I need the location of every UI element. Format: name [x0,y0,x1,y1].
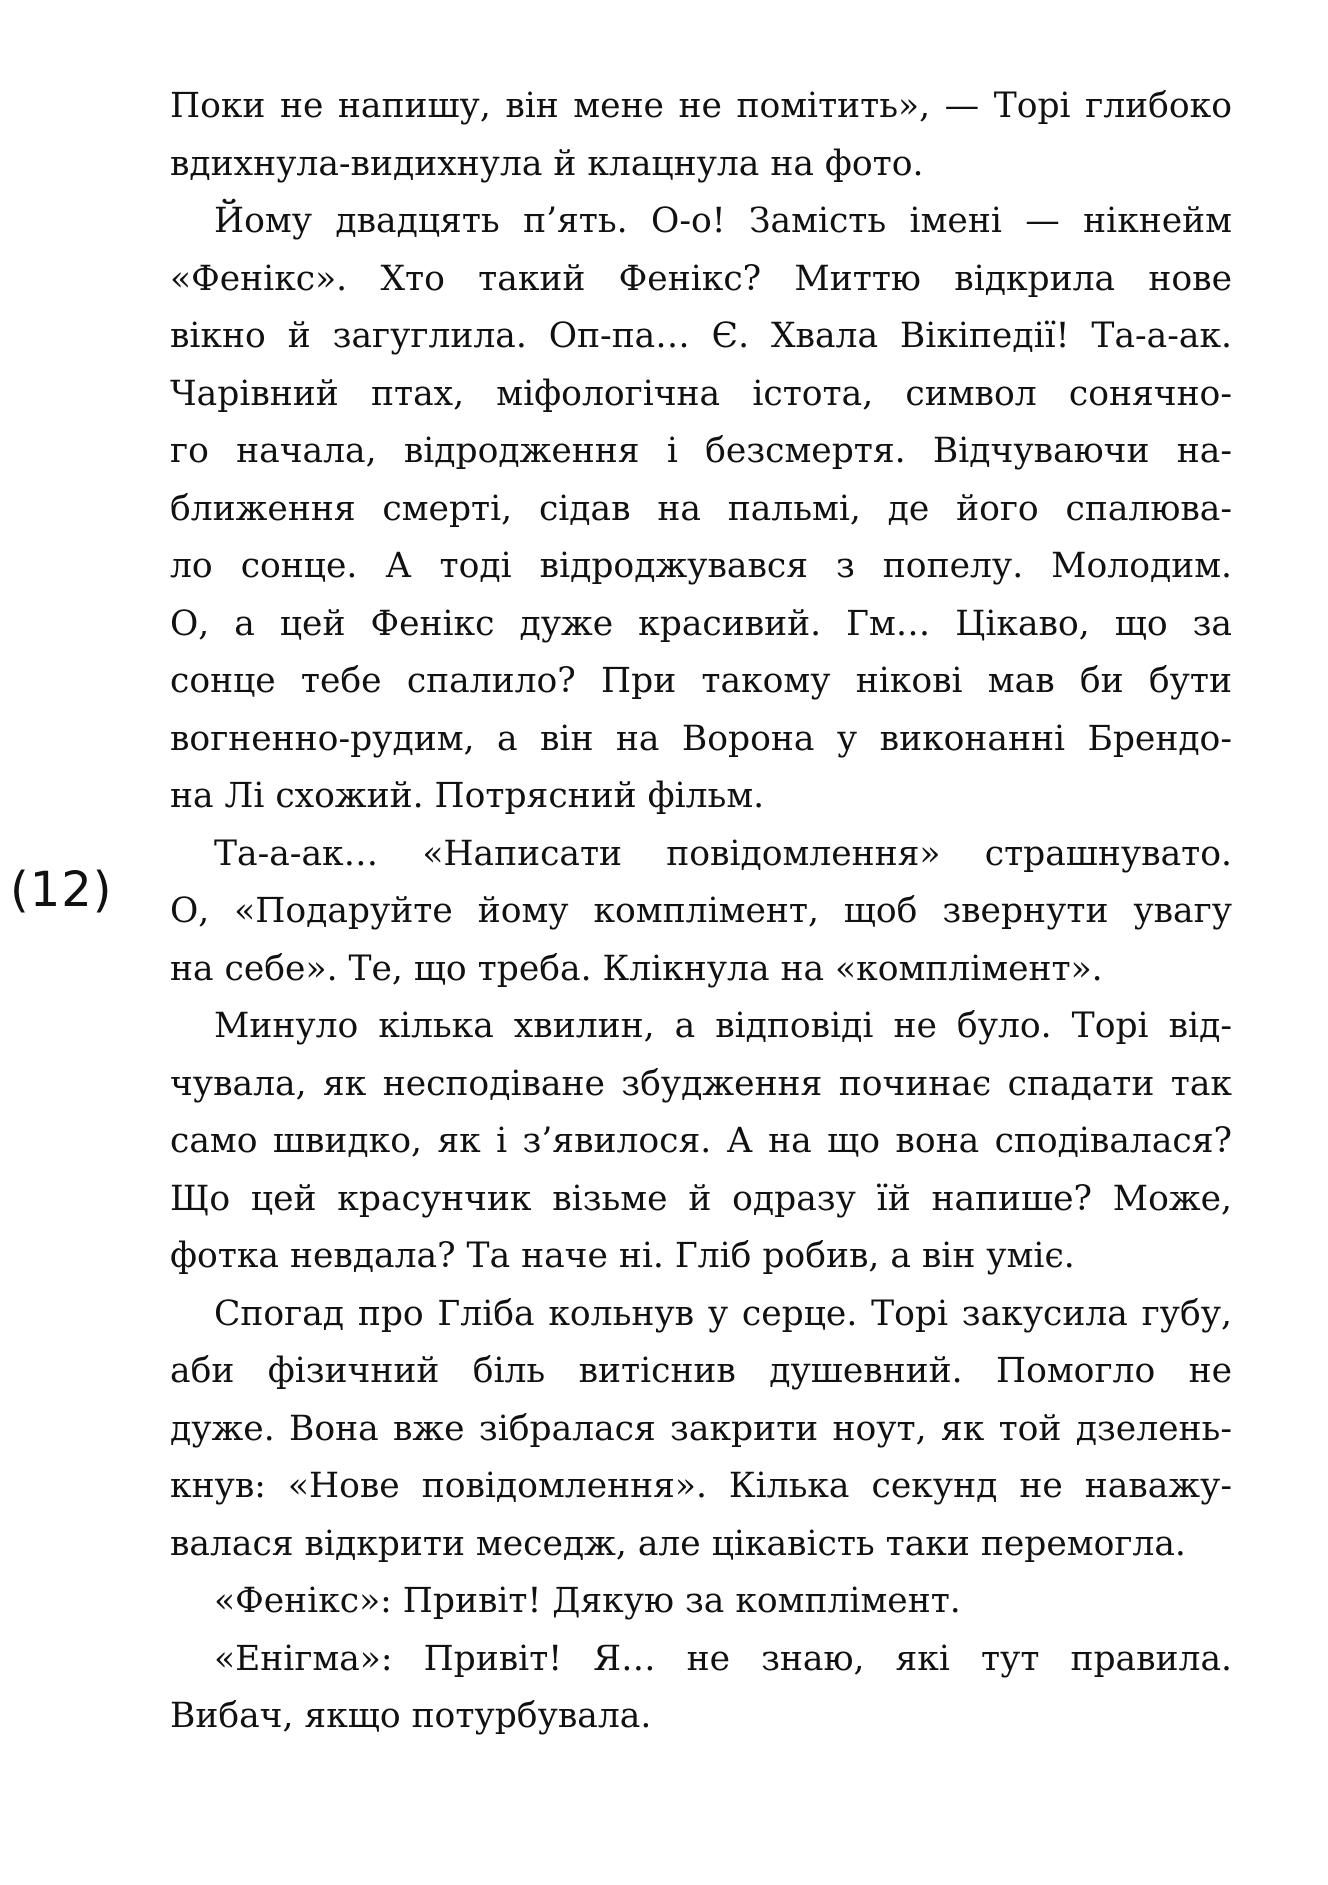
text-line: Минуло кілька хвилин, а відповіді не було. Торі від- [214,1006,1232,1046]
text-line: Поки не напишу, він мене не помітить», — Торі глибоко [170,86,1232,126]
text-line: на Лі схожий. Потрясний фільм. [170,776,765,816]
body-text [170,78,1232,1746]
text-line: «Фенікс». Хто такий Фенікс? Миттю відкрила нове [170,258,1232,299]
text-line: вікно й загуглила. Оп-па… Є. Хвала Вікіпедії! Та-а-ак. [170,316,1232,356]
paragraph-5 [170,1286,1232,1574]
paragraph-4 [170,998,1232,1286]
paragraph-7 [170,1631,1232,1746]
text-line: «Енігма»: Привіт! Я… не знаю, які тут правила. [214,1638,1232,1679]
text-line: на себе». Те, що треба. Клікнула на «комплімент». [170,948,1103,989]
text-line: само швидко, як і з’явилося. А на що вона сподівалася? [170,1121,1232,1161]
text-line: Чарівний птах, міфологічна істота, символ сонячно- [170,373,1232,414]
text-line: вдихнула-видихнула й клацнула на фото. [170,143,924,184]
paragraph-1 [170,78,1232,193]
page-number: (12) [10,862,113,918]
paragraph-6 [170,1573,1232,1631]
text-line: Що цей красунчик візьме й одразу їй напише? Може, [170,1178,1232,1219]
text-line: ло сонце. А тоді відроджувався з попелу. Молодим. [170,546,1232,586]
text-line: фотка невдала? Та наче ні. Гліб робив, а він уміє. [170,1236,1075,1276]
text-line: Вибач, якщо потурбувала. [170,1696,652,1736]
text-line: ближення смерті, сідав на пальмі, де його спалюва- [170,488,1232,529]
text-line: О, а цей Фенікс дуже красивий. Гм… Цікаво, що за [170,603,1232,644]
text-line: Спогад про Гліба кольнув у серце. Торі закусила губу, [214,1293,1232,1334]
text-line: чувала, як несподіване збудження починає спадати так [170,1063,1232,1104]
text-line: кнув: «Нове повідомлення». Кілька секунд не наважу- [170,1466,1232,1506]
text-line: го начала, відродження і безсмертя. Відчуваючи на- [170,431,1232,471]
text-line: вогненно-рудим, а він на Ворона у виконанні Брендо- [170,718,1232,759]
text-line: аби фізичний біль витіснив душевний. Помогло не [170,1351,1232,1391]
text-line: сонце тебе спалило? При такому нікові мав би бути [170,661,1232,701]
paragraph-2 [170,193,1232,826]
text-line: О, «Подаруйте йому комплімент, щоб звернути увагу [170,891,1232,931]
text-line: «Фенікс»: Привіт! Дякую за комплімент. [214,1581,961,1621]
paragraph-3 [170,826,1232,999]
text-line: дуже. Вона вже зібралася закрити ноут, як той дзелень- [170,1408,1232,1449]
text-line: Та-а-ак… «Написати повідомлення» страшнувато. [214,833,1232,874]
text-line: Йому двадцять п’ять. О-о! Замість імені — нікнейм [214,201,1232,241]
text-line: валася відкрити меседж, але цікавість таки перемогла. [170,1523,1186,1564]
